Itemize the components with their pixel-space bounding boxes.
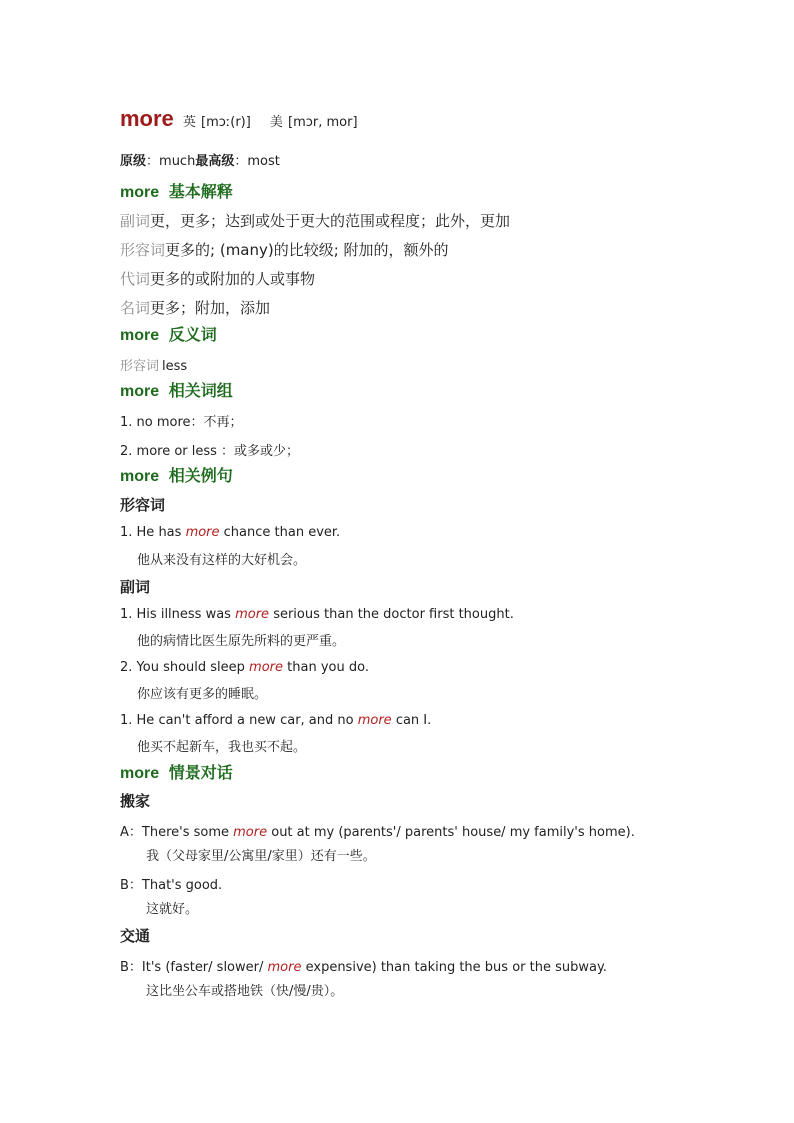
- section-headword: more: [120, 468, 160, 485]
- example-translation: 他从来没有这样的大好机会。: [137, 553, 307, 568]
- example-translation: 他的病情比医生原先所料的更严重。: [137, 634, 346, 649]
- base-form-label: 原级: [120, 154, 147, 169]
- definition-text: 更多的或附加的人或事物: [150, 270, 316, 288]
- section-headword: more: [120, 184, 160, 201]
- example-sentence: 2. You should sleep more than you do.: [120, 660, 369, 675]
- definition-row: [120, 239, 449, 260]
- section-title: 基本解释: [168, 182, 233, 201]
- example-group-heading: 副词: [120, 578, 151, 596]
- dialogue-line: B：It's (faster/ slower/ more expensive) than taking the bus or the subway.: [120, 960, 607, 975]
- section-title: 相关例句: [168, 466, 233, 485]
- part-of-speech: 副词: [120, 212, 151, 230]
- definition-row: [120, 268, 315, 289]
- highlighted-word: more: [267, 960, 302, 975]
- section-headword: more: [120, 765, 160, 782]
- phrase-item: 1. no more：不再；: [120, 415, 243, 430]
- antonym-row: [120, 355, 187, 374]
- part-of-speech: 代词: [120, 270, 151, 288]
- example-translation: 你应该有更多的睡眠。: [137, 687, 268, 702]
- dialogue-line: B：That's good.: [120, 878, 223, 893]
- dialogue-translation: 这比坐公车或搭地铁（快/慢/贵）。: [146, 984, 344, 999]
- highlighted-word: more: [249, 660, 284, 675]
- example-sentence: 1. He can't afford a new car, and no more can I.: [120, 713, 432, 728]
- headword: more: [120, 106, 174, 131]
- section-headword: more: [120, 327, 160, 344]
- headword-line: [120, 106, 358, 132]
- section-headword: more: [120, 383, 160, 400]
- phrase-item: 2. more or less ：或多或少；: [120, 444, 300, 459]
- definition-text: 更多；附加，添加: [150, 299, 271, 317]
- example-sentence: 1. He has more chance than ever.: [120, 525, 341, 540]
- uk-pronunciation: [mɔː(r)]: [201, 115, 251, 130]
- dialogue-group-heading: 搬家: [120, 792, 151, 810]
- highlighted-word: more: [185, 525, 220, 540]
- base-form-value: much: [159, 154, 196, 169]
- example-sentence: 1. His illness was more serious than the doctor first thought.: [120, 607, 514, 622]
- section-title: 情景对话: [168, 763, 233, 782]
- superlative-label: 最高级: [195, 154, 235, 169]
- dialogue-group-heading: 交通: [120, 927, 151, 945]
- section-title: 反义词: [168, 325, 217, 344]
- definition-row: [120, 210, 510, 231]
- dialogue-translation: 我（父母家里/公寓里/家里）还有一些。: [146, 849, 376, 864]
- section-dialogue: [120, 760, 233, 783]
- uk-label: 英: [182, 115, 196, 130]
- antonym-word: less: [162, 359, 188, 374]
- section-phrases: [120, 378, 233, 401]
- part-of-speech: 形容词: [120, 359, 160, 374]
- highlighted-word: more: [233, 825, 268, 840]
- section-examples: [120, 463, 233, 486]
- highlighted-word: more: [357, 713, 392, 728]
- example-group-heading: 形容词: [120, 496, 166, 514]
- part-of-speech: 名词: [120, 299, 151, 317]
- part-of-speech: 形容词: [120, 241, 166, 259]
- superlative-value: most: [247, 154, 280, 169]
- definition-row: [120, 297, 270, 318]
- highlighted-word: more: [235, 607, 270, 622]
- word-forms: 原级：much最高级：most: [120, 154, 280, 169]
- example-translation: 他买不起新车，我也买不起。: [137, 740, 307, 755]
- dialogue-line: A：There's some more out at my (parents'/ parents' house/ my family's home).: [120, 825, 635, 840]
- us-label: 美: [269, 115, 283, 130]
- section-antonyms: [120, 322, 217, 345]
- definition-text: 更，更多；达到或处于更大的范围或程度；此外，更加: [150, 212, 511, 230]
- definition-text: 更多的; (many)的比较级; 附加的，额外的: [165, 241, 449, 259]
- section-basic-definitions: [120, 179, 233, 202]
- section-title: 相关词组: [168, 381, 233, 400]
- dialogue-translation: 这就好。: [146, 902, 199, 917]
- us-pronunciation: [mɔr, mor]: [288, 115, 358, 130]
